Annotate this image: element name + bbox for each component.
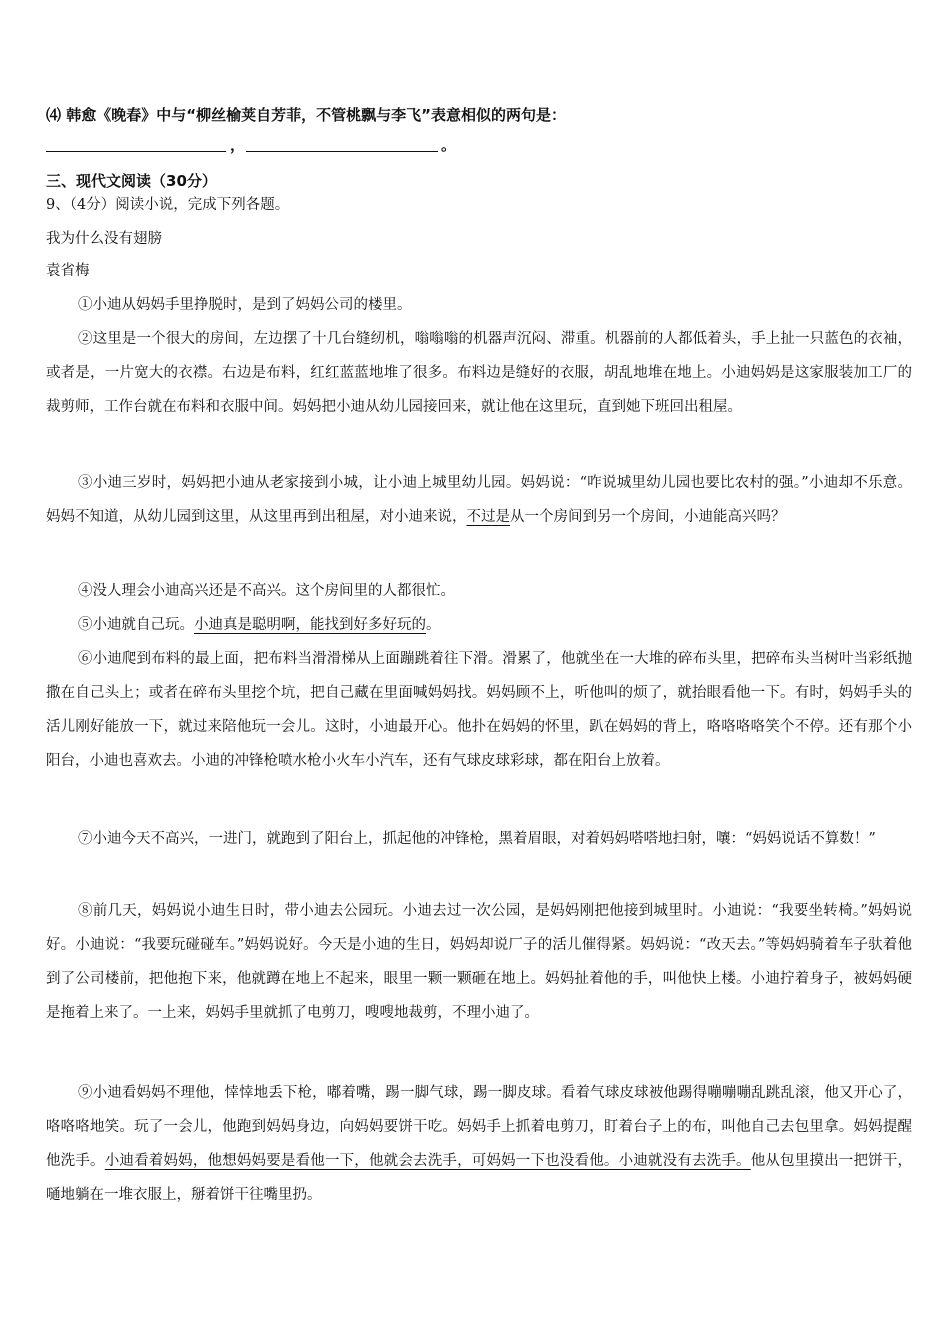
paragraph-5 — [46, 608, 912, 642]
section-heading: 三、现代文阅读（30分） — [46, 172, 217, 190]
answer-blank-1[interactable] — [46, 151, 226, 152]
paragraph-3-text-b: 从一个房间到另一个房间，小迪能高兴吗？ — [510, 509, 786, 525]
paragraph-1 — [46, 288, 912, 322]
paragraph-3-underlined: 不过是 — [466, 509, 510, 525]
question-9-prompt: 9、（4分）阅读小说，完成下列各题。 — [46, 197, 290, 213]
answer-blanks — [46, 132, 916, 156]
paragraph-9-underlined: 小迪看着妈妈，他想妈妈要是看他一下，他就会去洗手，可妈妈一下也没看他。小迪就没有去洗手。 — [104, 1153, 751, 1169]
blank-separator: ， — [230, 136, 246, 154]
paragraph-7 — [46, 822, 912, 856]
blank-end-mark: 。 — [441, 136, 457, 154]
story-title: 我为什么没有翅膀 — [46, 231, 162, 247]
paragraph-1-text: ①小迪从妈妈手里挣脱时，是到了妈妈公司的楼里。 — [78, 297, 412, 313]
paragraph-6 — [46, 642, 912, 778]
paragraph-3-text-a: ③小迪三岁时，妈妈把小迪从老家接到小城，让小迪上城里幼儿园。妈妈说：“咋说城里幼儿园也要比农村的强。”小迪却不乐意。妈妈不知道，从幼儿园到这里，从这里再到出租屋，对小迪来说， — [46, 475, 912, 525]
paragraph-9-text-b: 他从包里摸出一把饼干，嗵地躺在一堆衣服上，掰着饼干往嘴里扔。 — [46, 1153, 913, 1203]
paragraph-8 — [46, 894, 912, 1030]
paragraph-3 — [46, 466, 912, 534]
story-author: 袁省梅 — [46, 263, 90, 279]
paragraph-5-text-b: 。 — [426, 617, 441, 633]
paragraph-8-text: ⑧前几天，妈妈说小迪生日时，带小迪去公园玩。小迪去过一次公园，是妈妈刚把他接到城里时。小迪说：“我要坐转椅。”妈妈说好。小迪说：“我要玩碰碰车。”妈妈说好。今天是小迪的生日，妈妈却说厂子的活儿催得紧。妈妈说：“改天去。”等妈妈骑着车子驮着他到了公司楼前，把他抱下来，他就蹲在地上不起来，眼里一颗一颗砸在地上。妈妈扯着他的手，叫他快上楼。小迪拧着身子，被妈妈硬是拖着上来了。一上来，妈妈手里就抓了电剪刀，嗖嗖地裁剪，不理小迪了。 — [46, 903, 912, 1021]
paragraph-7-text: ⑦小迪今天不高兴，一进门，就跑到了阳台上，抓起他的冲锋枪，黑着眉眼，对着妈妈嗒嗒地扫射，嚷：“妈妈说话不算数！” — [78, 831, 876, 847]
paragraph-2-text: ②这里是一个很大的房间，左边摆了十几台缝纫机，嗡嗡嗡的机器声沉闷、滞重。机器前的人都低着头，手上扯一只蓝色的衣袖，或者是，一片宽大的衣襟。右边是布料，红红蓝蓝地堆了很多。布料边是缝好的衣服，胡乱地堆在地上。小迪妈妈是这家服装加工厂的裁剪师，工作台就在布料和衣服中间。妈妈把小迪从幼儿园接回来，就让他在这里玩，直到她下班回出租屋。 — [46, 331, 912, 415]
paragraph-9 — [46, 1076, 912, 1212]
question-4-text: ⑷ 韩愈《晚春》中与“柳丝榆荚自芳菲，不管桃飘与李飞”表意相似的两句是： — [46, 106, 566, 124]
paragraph-5-underlined: 小迪真是聪明啊，能找到好多好玩的 — [194, 617, 426, 633]
paragraph-6-text: ⑥小迪爬到布料的最上面，把布料当滑滑梯从上面蹦跳着往下滑。滑累了，他就坐在一大堆的碎布头里，把碎布头当树叶当彩纸抛撒在自己头上；或者在碎布头里挖个坑，把自己藏在里面喊妈妈找。妈妈顾不上，听他叫的烦了，就抬眼看他一下。有时，妈妈手头的活儿刚好能放一下，就过来陪他玩一会儿。这时，小迪最开心。他扑在妈妈的怀里，趴在妈妈的背上，咯咯咯咯笑个不停。还有那个小阳台，小迪也喜欢去。小迪的冲锋枪喷水枪小火车小汽车，还有气球皮球彩球，都在阳台上放着。 — [46, 651, 912, 769]
paragraph-4 — [46, 574, 912, 608]
paragraph-4-text: ④没人理会小迪高兴还是不高兴。这个房间里的人都很忙。 — [78, 583, 455, 599]
paragraph-2 — [46, 322, 912, 424]
answer-blank-2[interactable] — [246, 151, 438, 152]
paragraph-9-text-a: ⑨小迪看妈妈不理他，悻悻地丢下枪，嘟着嘴，踢一脚气球，踢一脚皮球。看着气球皮球被他踢得嘣嘣嘣乱跳乱滚，他又开心了，咯咯咯地笑。玩了一会儿，他跑到妈妈身边，向妈妈要饼干吃。妈妈手上抓着电剪刀，盯着台子上的布，叫他自己去包里拿。妈妈提醒他洗手。 — [46, 1085, 912, 1169]
paragraph-5-text-a: ⑤小迪就自己玩。 — [78, 617, 194, 633]
